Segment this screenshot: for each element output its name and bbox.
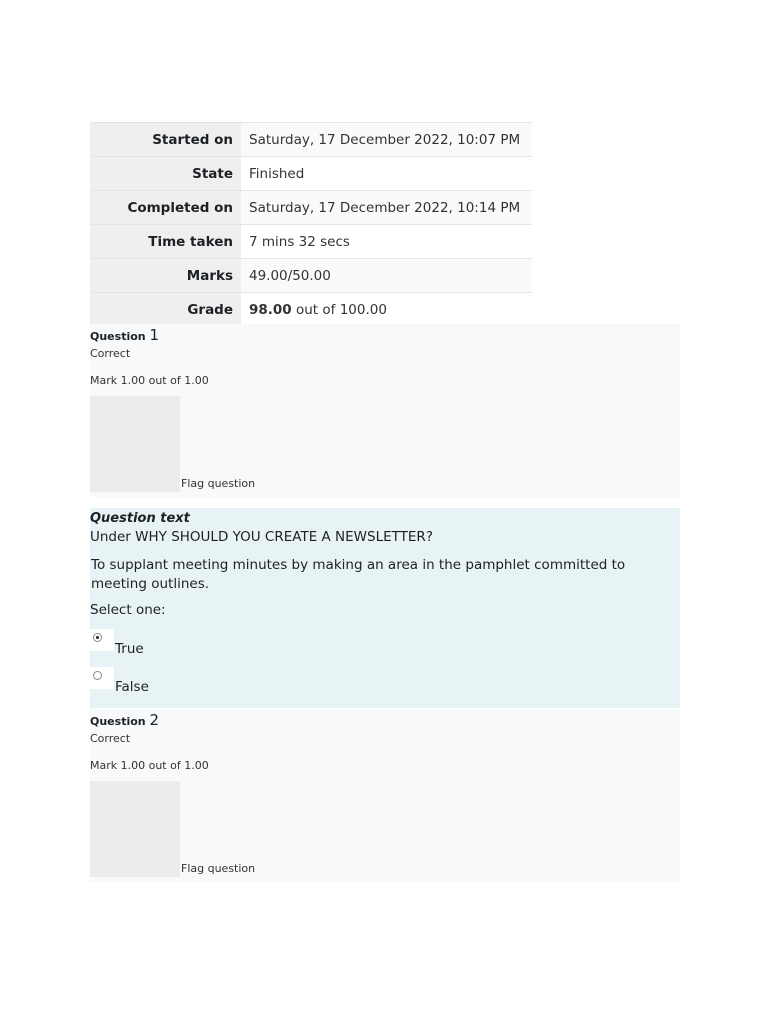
flag-question-link[interactable]: Flag question <box>181 477 256 490</box>
answer-option-true[interactable] <box>90 629 680 667</box>
radio-box <box>90 629 114 651</box>
summary-label: State <box>90 157 241 191</box>
question-statement: To supplant meeting minutes by making an area in the pamphlet committed to meeting outlines. <box>91 557 626 592</box>
question-number <box>90 326 680 344</box>
summary-row-marks <box>90 259 532 293</box>
question-1-info <box>90 324 680 497</box>
attempt-summary-table <box>90 122 532 326</box>
question-label: Question <box>90 715 146 728</box>
question-text-heading: Question text <box>90 511 190 526</box>
summary-row-grade <box>90 293 532 327</box>
question-number-value: 1 <box>149 326 159 344</box>
question-state: Correct <box>90 347 131 360</box>
summary-value <box>241 293 532 327</box>
grade-score: 98.00 <box>249 301 292 318</box>
question-grade: Mark 1.00 out of 1.00 <box>90 759 209 772</box>
summary-label: Started on <box>90 123 241 157</box>
summary-row-started-on <box>90 123 532 157</box>
summary-row-state <box>90 157 532 191</box>
question-number <box>90 711 680 729</box>
summary-label: Grade <box>90 293 241 327</box>
flag-row <box>90 781 680 877</box>
question-1-content <box>90 508 680 708</box>
summary-row-time-taken <box>90 225 532 259</box>
summary-value: 7 mins 32 secs <box>241 225 532 259</box>
question-2-info <box>90 709 680 882</box>
summary-row-completed-on <box>90 191 532 225</box>
summary-value: Saturday, 17 December 2022, 10:14 PM <box>241 191 532 225</box>
question-number-value: 2 <box>149 711 159 729</box>
answer-label[interactable]: False <box>115 679 149 695</box>
flag-icon-placeholder <box>90 396 180 492</box>
select-prompt: Select one: <box>90 602 166 618</box>
summary-value: Finished <box>241 157 532 191</box>
summary-value: 49.00/50.00 <box>241 259 532 293</box>
flag-icon-placeholder <box>90 781 180 877</box>
summary-value: Saturday, 17 December 2022, 10:07 PM <box>241 123 532 157</box>
grade-out-of: out of 100.00 <box>291 301 387 318</box>
summary-label: Completed on <box>90 191 241 225</box>
summary-label: Time taken <box>90 225 241 259</box>
answer-option-false[interactable] <box>90 667 680 705</box>
question-label: Question <box>90 330 146 343</box>
summary-label: Marks <box>90 259 241 293</box>
question-state: Correct <box>90 732 131 745</box>
radio-button-selected[interactable] <box>93 633 102 642</box>
flag-question-link[interactable]: Flag question <box>181 862 256 875</box>
question-grade: Mark 1.00 out of 1.00 <box>90 374 209 387</box>
radio-box <box>90 667 114 689</box>
radio-button[interactable] <box>93 671 102 680</box>
answer-label[interactable]: True <box>115 641 144 657</box>
flag-row <box>90 396 680 492</box>
question-text: Under WHY SHOULD YOU CREATE A NEWSLETTER? <box>90 529 433 545</box>
